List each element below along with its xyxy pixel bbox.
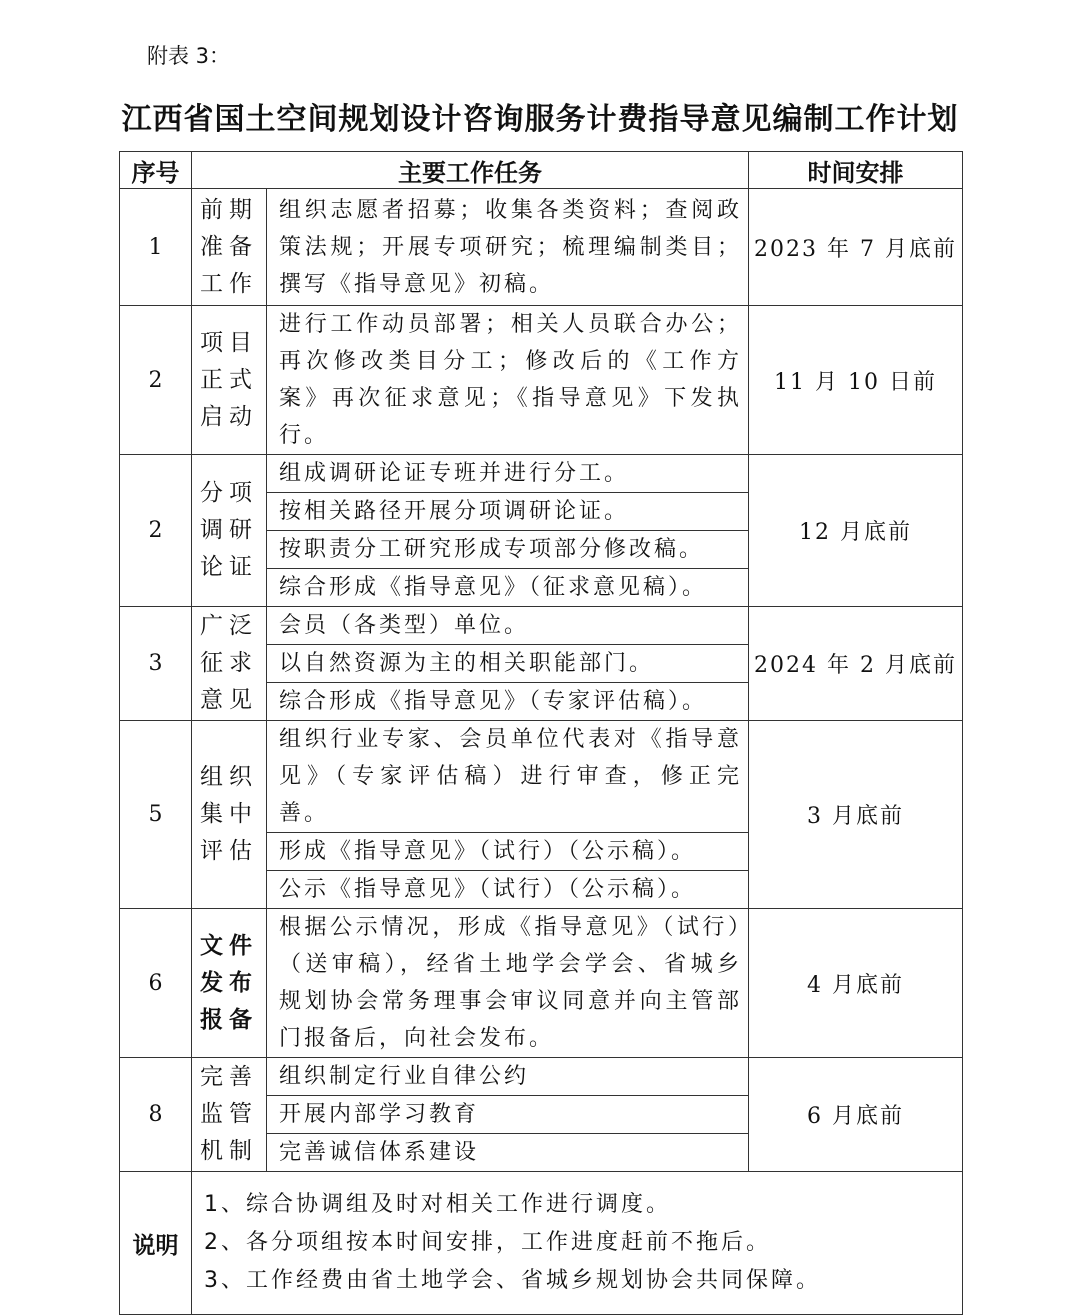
row-task: 综合形成《指导意见》（征求意见稿）。: [267, 569, 749, 607]
row-seq: 2: [120, 306, 192, 455]
row-stage: [192, 455, 267, 607]
note-item: 3、工作经费由省土地学会、省城乡规划协会共同保障。: [204, 1268, 821, 1293]
table-row: [120, 189, 963, 306]
row-stage: [192, 306, 267, 455]
row-task: 形成《指导意见》（试行）（公示稿）。: [267, 833, 749, 871]
row-task: 组成调研论证专班并进行分工。: [267, 455, 749, 493]
row-time: 3 月底前: [749, 721, 963, 909]
document-title: 江西省国土空间规划设计咨询服务计费指导意见编制工作计划: [121, 102, 959, 137]
table-row: [120, 306, 963, 455]
row-seq: 2: [120, 455, 192, 607]
stage-line: 报备: [200, 1006, 258, 1033]
stage-line: 监管: [200, 1101, 258, 1127]
table-row: [120, 607, 963, 645]
row-task: 公示《指导意见》（试行）（公示稿）。: [267, 871, 749, 909]
stage-line: 评估: [200, 838, 258, 864]
row-task: 综合形成《指导意见》（专家评估稿）。: [267, 683, 749, 721]
header-seq: 序号: [120, 152, 192, 189]
row-time: 4 月底前: [749, 909, 963, 1058]
stage-line: 征求: [200, 650, 258, 676]
stage-line: 广泛: [200, 613, 258, 639]
notes-label: 说明: [120, 1172, 192, 1315]
stage-line: 完善: [200, 1064, 258, 1090]
row-task: 进行工作动员部署；相关人员联合办公；再次修改类目分工；修改后的《工作方案》再次征求意见；《指导意见》下发执行。: [267, 306, 749, 455]
stage-line: 分项: [200, 480, 258, 506]
table-row: [120, 1058, 963, 1096]
attachment-label: 附表 3：: [147, 44, 231, 68]
row-task: 根据公示情况，形成《指导意见》（试行）（送审稿），经省土地学会学会、省城乡规划协会常务理事会审议同意并向主管部门报备后，向社会发布。: [267, 909, 749, 1058]
note-item: 2、各分项组按本时间安排，工作进度赶前不拖后。: [204, 1230, 771, 1255]
table-row: [120, 909, 963, 1058]
row-seq: 5: [120, 721, 192, 909]
stage-line: 文件: [200, 932, 258, 959]
notes-row: [120, 1172, 963, 1315]
row-time: 2024 年 2 月底前: [749, 607, 963, 721]
notes-content: [192, 1172, 963, 1315]
stage-line: 意见: [200, 687, 258, 713]
row-seq: 6: [120, 909, 192, 1058]
note-item: 1、综合协调组及时对相关工作进行调度。: [204, 1192, 671, 1217]
row-stage: [192, 909, 267, 1058]
row-task: 按相关路径开展分项调研论证。: [267, 493, 749, 531]
row-task: 会员（各类型）单位。: [267, 607, 749, 645]
row-task: 组织制定行业自律公约: [267, 1058, 749, 1096]
table-header-row: [120, 152, 963, 189]
table-row: [120, 455, 963, 493]
stage-line: 发布: [200, 969, 258, 996]
row-task: 以自然资源为主的相关职能部门。: [267, 645, 749, 683]
row-task: 开展内部学习教育: [267, 1096, 749, 1134]
row-seq: 3: [120, 607, 192, 721]
header-time: 时间安排: [749, 152, 963, 189]
stage-line: 工作: [200, 270, 258, 297]
work-plan-table: [119, 151, 963, 1315]
stage-line: 集中: [200, 801, 258, 827]
row-time: 2023 年 7 月底前: [749, 189, 963, 306]
table-row: [120, 721, 963, 833]
row-stage: [192, 607, 267, 721]
row-time: 11 月 10 日前: [749, 306, 963, 455]
stage-line: 启动: [200, 403, 258, 430]
row-seq: 1: [120, 189, 192, 306]
stage-line: 项目: [200, 329, 258, 356]
row-task: 完善诚信体系建设: [267, 1134, 749, 1172]
stage-line: 调研: [200, 517, 258, 543]
stage-line: 正式: [200, 366, 258, 393]
row-stage: [192, 721, 267, 909]
row-seq: 8: [120, 1058, 192, 1172]
row-task: 按职责分工研究形成专项部分修改稿。: [267, 531, 749, 569]
row-stage: [192, 1058, 267, 1172]
stage-line: 组织: [200, 764, 258, 790]
stage-line: 论证: [200, 554, 258, 580]
row-task: 组织行业专家、会员单位代表对《指导意见》（专家评估稿）进行审查，修正完善。: [267, 721, 749, 833]
header-task: 主要工作任务: [192, 152, 749, 189]
row-stage: [192, 189, 267, 306]
stage-line: 准备: [200, 233, 258, 260]
stage-line: 机制: [200, 1138, 258, 1164]
row-time: 6 月底前: [749, 1058, 963, 1172]
row-task: 组织志愿者招募；收集各类资料；查阅政策法规；开展专项研究；梳理编制类目；撰写《指导意见》初稿。: [267, 189, 749, 306]
row-time: 12 月底前: [749, 455, 963, 607]
stage-line: 前期: [200, 196, 258, 223]
